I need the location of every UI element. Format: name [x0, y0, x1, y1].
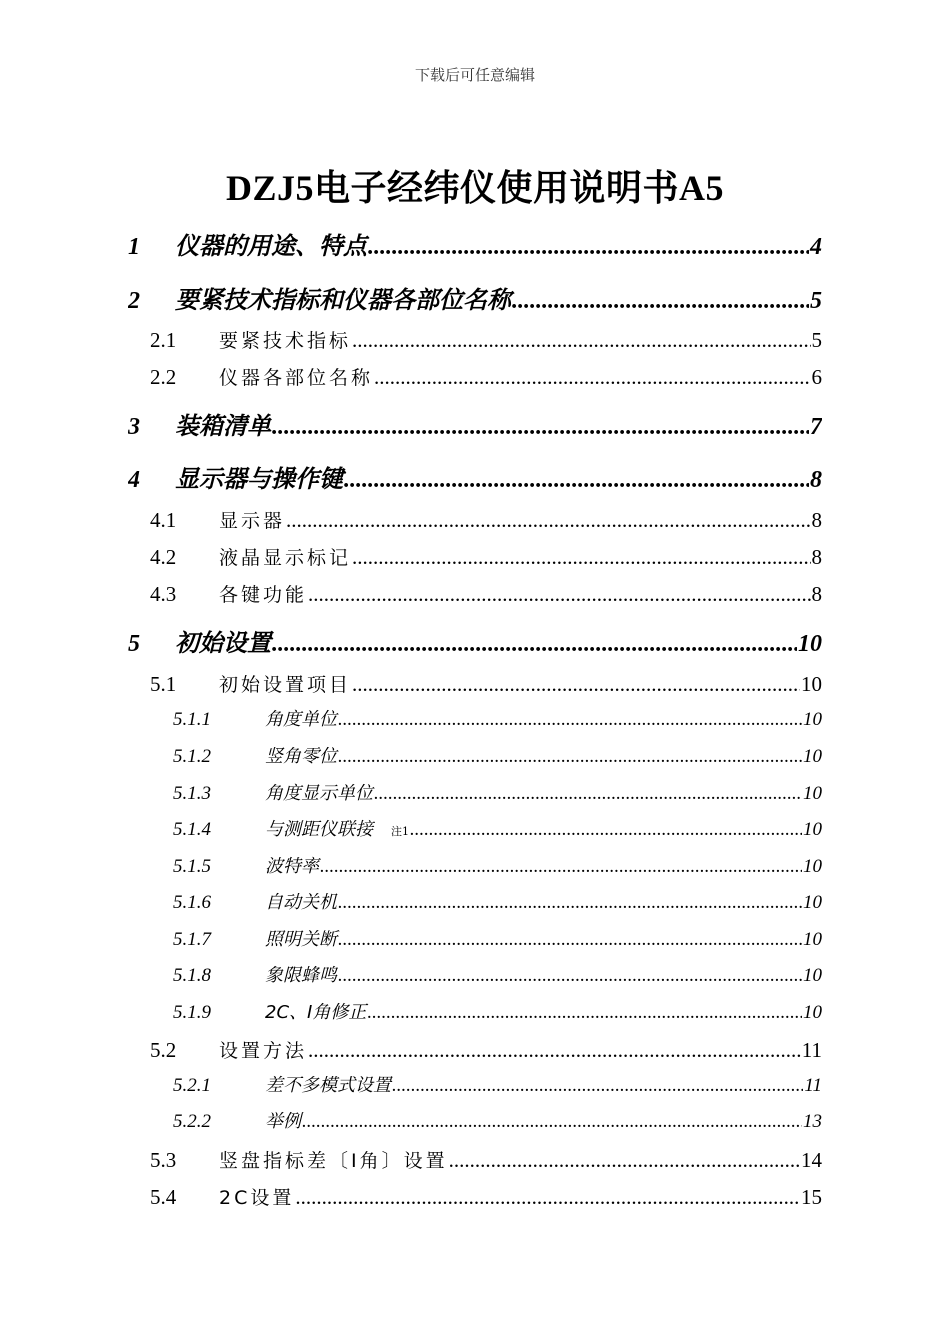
toc-page: 8: [811, 582, 822, 606]
toc-page: 10: [803, 783, 822, 804]
toc-entry-5-1-7[interactable]: [173, 925, 822, 951]
toc-leader: [410, 819, 802, 841]
toc-page: 4: [810, 234, 822, 260]
toc-leader: [338, 929, 802, 951]
toc-leader: [338, 709, 802, 731]
toc-page: 13: [803, 1111, 822, 1132]
toc-page: 7: [810, 414, 822, 440]
toc-leader: [449, 1148, 800, 1173]
toc-leader: [295, 1185, 800, 1210]
toc-entry-5[interactable]: [128, 623, 822, 658]
toc-title: 角度显示单位: [265, 783, 373, 804]
toc-number: 5.3: [150, 1148, 177, 1172]
toc-number: 5.2.2: [173, 1111, 211, 1132]
toc-title: 竖盘指标差〔I角〕设置: [219, 1150, 448, 1172]
toc-title: 2C、I角修正: [265, 1002, 367, 1023]
toc-leader: [374, 783, 802, 805]
toc-page: 5: [811, 328, 822, 352]
toc-entry-4[interactable]: [128, 459, 822, 494]
toc-number: 1: [128, 234, 140, 260]
toc-entry-4-3[interactable]: [150, 580, 822, 607]
page-header: 下载后可任意编辑: [414, 66, 535, 84]
toc-leader: [352, 672, 800, 697]
toc-number: 5.1.9: [173, 1002, 211, 1023]
toc-page: 11: [801, 1038, 822, 1062]
toc-entry-5-1-1[interactable]: [173, 705, 822, 731]
toc-title: 各键功能: [219, 584, 308, 606]
toc-leader: [352, 328, 810, 353]
toc-page: 10: [803, 965, 822, 986]
toc-page: 8: [811, 545, 822, 569]
toc-page: 10: [803, 929, 822, 950]
toc-page: 10: [803, 856, 822, 877]
toc-leader: [308, 582, 810, 607]
toc-title: 照明关断: [265, 929, 337, 950]
toc-leader: [320, 856, 802, 878]
toc-number: 5.2.1: [173, 1075, 211, 1096]
toc-page: 6: [811, 365, 822, 389]
document-title: DZJ5电子经纬仪使用说明书A5: [225, 168, 724, 208]
toc-page: 5: [810, 288, 822, 314]
toc-page: 14: [801, 1148, 822, 1172]
toc-number: 5.1.1: [173, 709, 211, 730]
toc-number: 2.1: [150, 328, 177, 352]
toc-entry-2-2[interactable]: [150, 363, 822, 390]
toc-page: 10: [803, 892, 822, 913]
toc-number: 5.1.5: [173, 856, 211, 877]
toc-leader: [344, 467, 809, 494]
toc-number: 2: [128, 288, 140, 314]
toc-leader: [338, 965, 802, 987]
toc-number: 5.4: [150, 1185, 177, 1209]
toc-number: 5: [128, 631, 140, 657]
toc-entry-5-3[interactable]: [150, 1146, 822, 1173]
toc-number: 2.2: [150, 365, 177, 389]
toc-number: 5.1.2: [173, 746, 211, 767]
toc-page: 8: [810, 467, 822, 493]
toc-entry-5-1-3[interactable]: [173, 779, 822, 805]
toc-title: 与测距仪联接: [265, 819, 373, 840]
toc-page: 8: [811, 508, 822, 532]
toc-title: 象限蜂鸣: [265, 965, 337, 986]
toc-entry-5-1-6[interactable]: [173, 888, 822, 914]
toc-number: 4.1: [150, 508, 177, 532]
toc-leader: [368, 234, 809, 261]
toc-title: 仪器的用途、特点: [175, 231, 367, 260]
toc-title: 举例: [265, 1111, 301, 1132]
toc-entry-1[interactable]: [128, 226, 822, 261]
toc-number: 4.2: [150, 545, 177, 569]
toc-title: 液晶显示标记: [219, 547, 352, 569]
toc-title: 初始设置项目: [219, 674, 352, 696]
toc-title: 差不多模式设置: [265, 1075, 391, 1096]
toc-page: 10: [798, 631, 822, 657]
toc-leader: [338, 746, 802, 768]
toc-number: 5.2: [150, 1038, 177, 1062]
toc-leader: [286, 508, 810, 533]
toc-title: 装箱清单: [175, 411, 271, 440]
toc-entry-2[interactable]: [128, 280, 822, 315]
toc-number: 4: [128, 467, 140, 493]
toc-title: 竖角零位: [265, 746, 337, 767]
footnote-marker: 注1: [391, 825, 409, 838]
toc-title: 角度单位: [265, 709, 337, 730]
toc-number: 5.1.6: [173, 892, 211, 913]
toc-title: 自动关机: [265, 892, 337, 913]
toc-number: 5.1: [150, 672, 177, 696]
toc-page: 15: [801, 1185, 822, 1209]
toc-number: 4.3: [150, 582, 177, 606]
toc-title: 设置方法: [219, 1040, 308, 1062]
toc-entry-4-2[interactable]: [150, 543, 822, 570]
toc-entry-5-1-9[interactable]: [173, 998, 822, 1024]
toc-title: 显示器: [219, 510, 286, 532]
toc-leader: [302, 1111, 802, 1133]
toc-number: 5.1.3: [173, 783, 211, 804]
toc-title: 显示器与操作键: [175, 464, 343, 493]
toc-number: 3: [128, 414, 140, 440]
toc-leader: [512, 288, 809, 315]
toc-page: 10: [803, 1002, 822, 1023]
toc-title: 要紧技术指标: [219, 330, 352, 352]
toc-title: 波特率: [265, 856, 319, 877]
toc-leader: [367, 1002, 802, 1024]
toc-entry-5-2-2[interactable]: [173, 1107, 822, 1133]
toc-leader: [374, 365, 810, 390]
toc-entry-3[interactable]: [128, 406, 822, 441]
toc-page: 11: [804, 1075, 822, 1096]
toc-leader: [392, 1075, 803, 1097]
toc-leader: [272, 414, 809, 441]
toc-page: 10: [803, 746, 822, 767]
toc-entry-5-2[interactable]: [150, 1036, 822, 1063]
toc-entry-2-1[interactable]: [150, 326, 822, 353]
toc-entry-5-1-5[interactable]: [173, 852, 822, 878]
toc-page: 10: [801, 672, 822, 696]
toc-entry-5-4[interactable]: [150, 1183, 822, 1210]
toc-title: 2C设置: [219, 1187, 295, 1209]
toc-title: 要紧技术指标和仪器各部位名称: [175, 285, 511, 314]
toc-entry-5-1-8[interactable]: [173, 961, 822, 987]
toc-entry-5-2-1[interactable]: [173, 1071, 822, 1097]
toc-leader: [272, 631, 797, 658]
toc-leader: [352, 545, 810, 570]
toc-entry-5-1[interactable]: [150, 670, 822, 697]
toc-number: 5.1.7: [173, 929, 211, 950]
toc-leader: [338, 892, 802, 914]
toc-number: 5.1.8: [173, 965, 211, 986]
toc-entry-5-1-2[interactable]: [173, 742, 822, 768]
toc-title: 仪器各部位名称: [219, 367, 374, 389]
toc-entry-5-1-4[interactable]: [173, 815, 822, 841]
toc-leader: [308, 1038, 801, 1063]
toc-number: 5.1.4: [173, 819, 211, 840]
toc-page: 10: [803, 819, 822, 840]
toc-entry-4-1[interactable]: [150, 506, 822, 533]
toc-title: 初始设置: [175, 628, 271, 657]
toc-page: 10: [803, 709, 822, 730]
